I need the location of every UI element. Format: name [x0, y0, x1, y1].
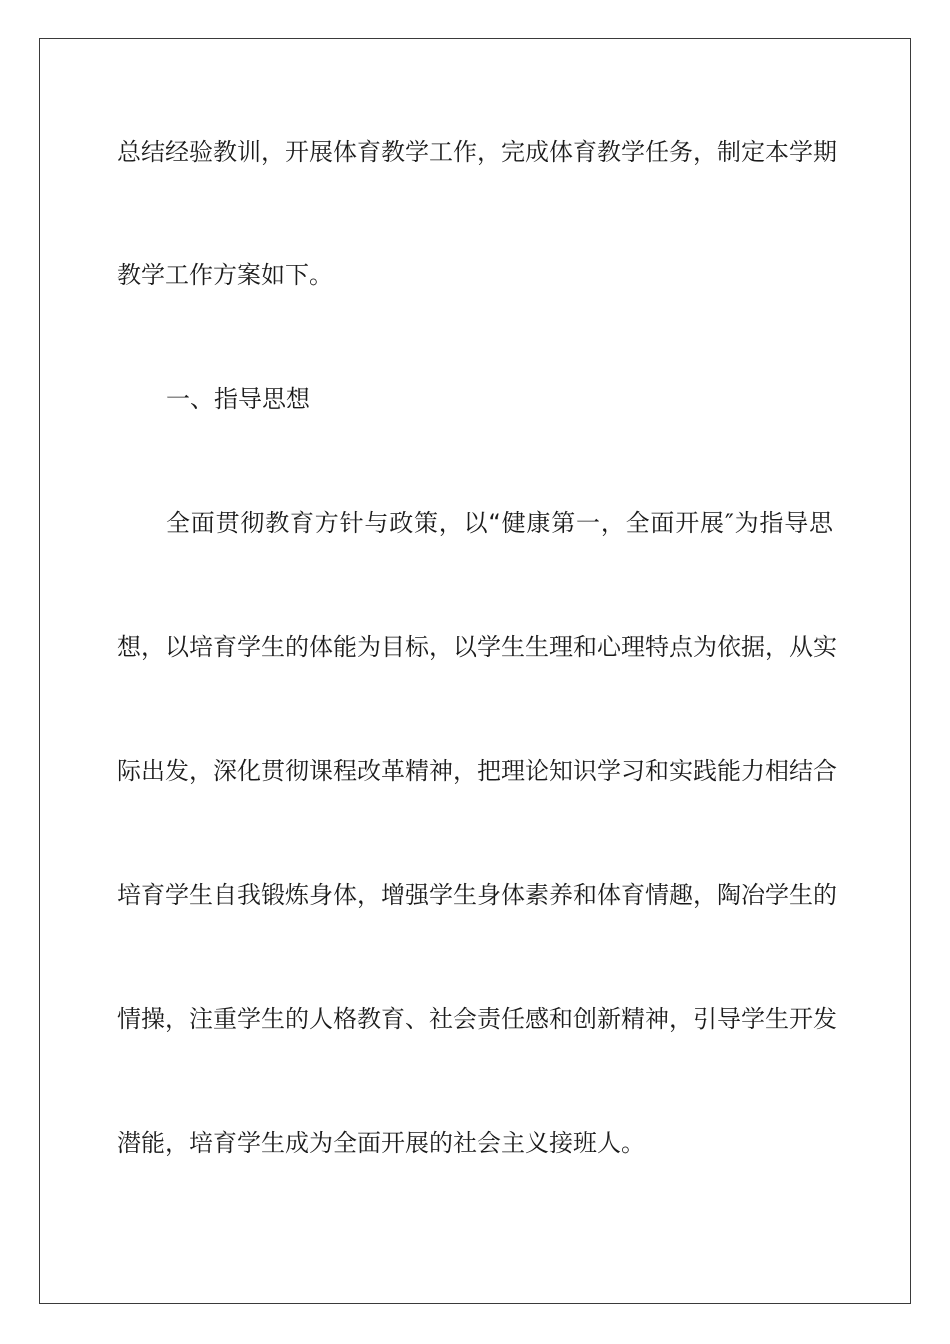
page-border	[39, 38, 911, 1304]
paragraph-line: 潜能，培育学生成为全面开展的社会主义接班人。	[117, 1129, 645, 1157]
paragraph-line: 际出发，深化贯彻课程改革精神，把理论知识学习和实践能力相结合	[117, 757, 837, 785]
paragraph-line: 全面贯彻教育方针与政策，以“健康第一，全面开展″为指导思	[166, 509, 833, 537]
paragraph-line: 情操，注重学生的人格教育、社会责任感和创新精神，引导学生开发	[117, 1005, 837, 1033]
paragraph-line: 培育学生自我锻炼身体，增强学生身体素养和体育情趣，陶冶学生的	[117, 881, 837, 909]
paragraph-line: 教学工作方案如下。	[117, 261, 333, 289]
paragraph-line: 想，以培育学生的体能为目标，以学生生理和心理特点为依据，从实	[117, 633, 837, 661]
section-heading: 一、指导思想	[166, 385, 310, 413]
paragraph-line: 总结经验教训，开展体育教学工作，完成体育教学任务，制定本学期	[117, 138, 837, 166]
